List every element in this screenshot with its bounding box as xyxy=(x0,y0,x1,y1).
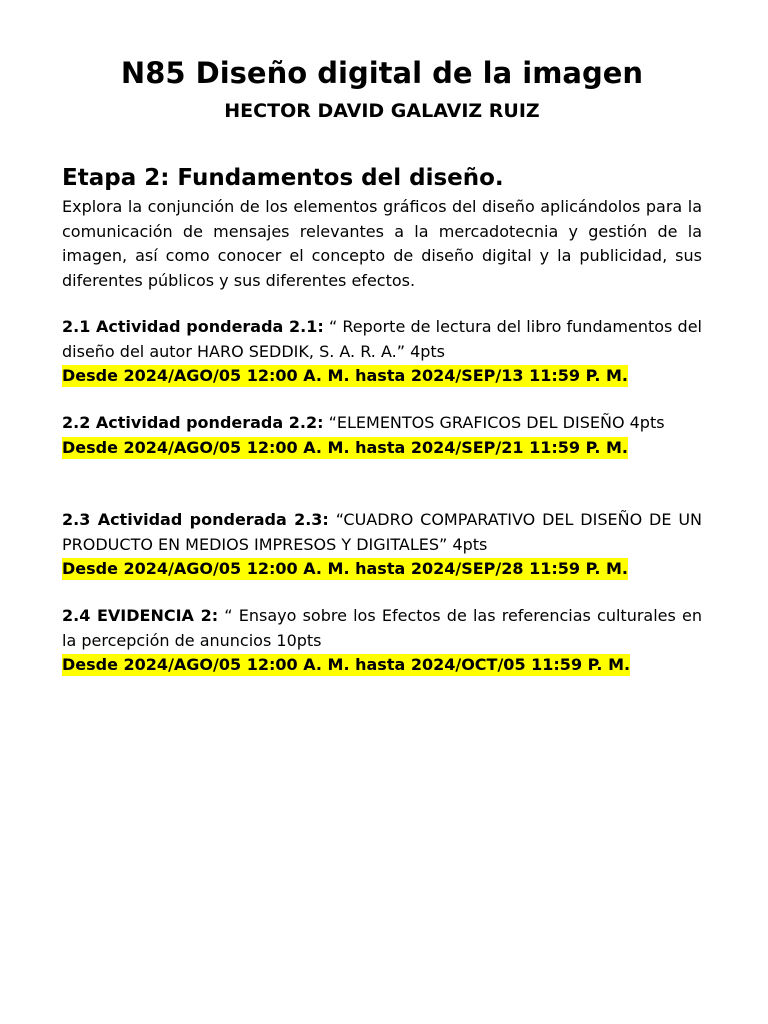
activity-text: “ Reporte de lectura del libro fundamentos del diseño del autor HARO SEDDIK, S. A. R. A.” 4pts xyxy=(62,317,702,361)
activity-item xyxy=(62,411,702,460)
activity-text: “ELEMENTOS GRAFICOS DEL DISEÑO 4pts xyxy=(323,413,665,432)
activity-text: “ Ensayo sobre los Efectos de las referencias culturales en la percepción de anuncios 10pts xyxy=(62,606,703,650)
activity-description xyxy=(62,315,702,364)
activity-code: 2.3 Actividad ponderada 2.3: xyxy=(62,510,329,529)
deadline-highlight: Desde 2024/AGO/05 12:00 A. M. hasta 2024/SEP/21 11:59 P. M. xyxy=(62,437,628,457)
activity-description xyxy=(62,411,702,436)
stage-description: Explora la conjunción de los elementos gráficos del diseño aplicándolos para la comunicación de mensajes relevantes a la mercadotecnia y gestión de la imagen, así como conocer el concepto de diseño digital y la publicidad, sus diferentes públicos y sus diferentes efectos. xyxy=(62,197,702,290)
activity-item xyxy=(62,315,702,389)
activity-item xyxy=(62,604,702,678)
activity-code: 2.4 EVIDENCIA 2: xyxy=(62,606,219,625)
activity-code: 2.1 Actividad ponderada 2.1: xyxy=(62,317,324,336)
deadline-highlight: Desde 2024/AGO/05 12:00 A. M. hasta 2024/SEP/28 11:59 P. M. xyxy=(62,559,628,578)
stage-heading: Etapa 2: Fundamentos del diseño. xyxy=(62,165,504,191)
author-name: HECTOR DAVID GALAVIZ RUIZ xyxy=(224,100,540,122)
deadline-highlight: Desde 2024/AGO/05 12:00 A. M. hasta 2024/OCT/05 11:59 P. M. xyxy=(62,655,631,674)
document-title: N85 Diseño digital de la imagen xyxy=(120,56,644,90)
activity-description xyxy=(62,604,702,653)
activity-text: “CUADRO COMPARATIVO DEL DISEÑO DE UN PRODUCTO EN MEDIOS IMPRESOS Y DIGITALES” 4pts xyxy=(62,510,702,554)
deadline-highlight: Desde 2024/AGO/05 12:00 A. M. hasta 2024/SEP/13 11:59 P. M. xyxy=(62,366,628,385)
activity-item xyxy=(62,508,702,582)
activity-code: 2.2 Actividad ponderada 2.2: xyxy=(62,413,324,432)
activity-description xyxy=(62,508,702,557)
